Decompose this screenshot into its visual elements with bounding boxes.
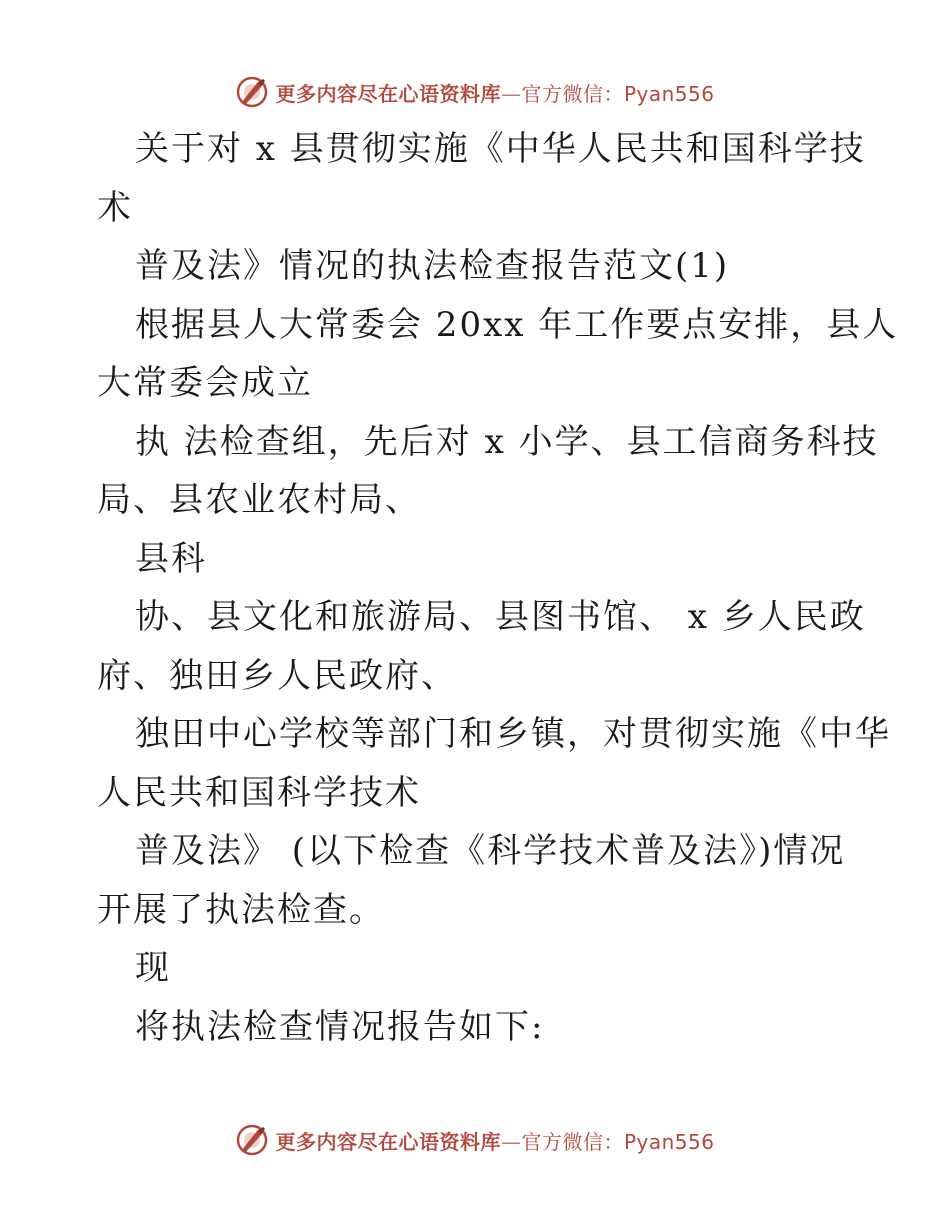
- text-line: 根据县人大常委会 20xx 年工作要点安排，县人: [135, 304, 899, 345]
- text-line: 人民共和国科学技术: [97, 772, 421, 813]
- watermark-main: 更多内容尽在心语资料库: [275, 81, 501, 106]
- text-line: 普及法》情况的执法检查报告范文(1): [135, 246, 730, 286]
- watermark-text: [275, 1126, 714, 1155]
- text-line: 协、县文化和旅游局、县图书馆、 x 乡人民政: [135, 597, 866, 637]
- document-body: [97, 120, 899, 1056]
- watermark-wechat: 官方微信：Pyan556: [521, 1129, 715, 1154]
- pen-logo-icon: [235, 75, 269, 109]
- text-line: 现: [135, 948, 171, 988]
- text-line: 大常委会成立: [97, 363, 313, 403]
- text-line: 开展了执法检查。: [97, 889, 385, 930]
- text-line: 执 法检查组，先后对 x 小学、县工信商务科技: [135, 421, 879, 462]
- text-line: 局、县农业农村局、: [97, 480, 421, 520]
- pen-logo-icon: [235, 1123, 269, 1157]
- watermark-dash: —: [500, 81, 522, 106]
- watermark-main: 更多内容尽在心语资料库: [275, 1129, 501, 1154]
- watermark-text: [275, 78, 714, 107]
- text-line: 普及法》 (以下检查《科学技术普及法》)情况: [135, 831, 846, 871]
- text-line: 关于对 x 县贯彻实施《中华人民共和国科学技: [135, 129, 866, 169]
- text-line: 术: [97, 187, 133, 228]
- text-line: 县科: [135, 538, 207, 579]
- text-line: 府、独田乡人民政府、: [97, 655, 457, 696]
- text-line: 独田中心学校等部门和乡镇，对贯彻实施《中华: [135, 714, 891, 754]
- watermark-banner-top: [0, 72, 950, 112]
- text-line: 将执法检查情况报告如下:: [135, 1006, 545, 1047]
- watermark-banner-bottom: [0, 1120, 950, 1160]
- watermark-wechat: 官方微信：Pyan556: [521, 81, 715, 106]
- watermark-dash: —: [500, 1129, 522, 1154]
